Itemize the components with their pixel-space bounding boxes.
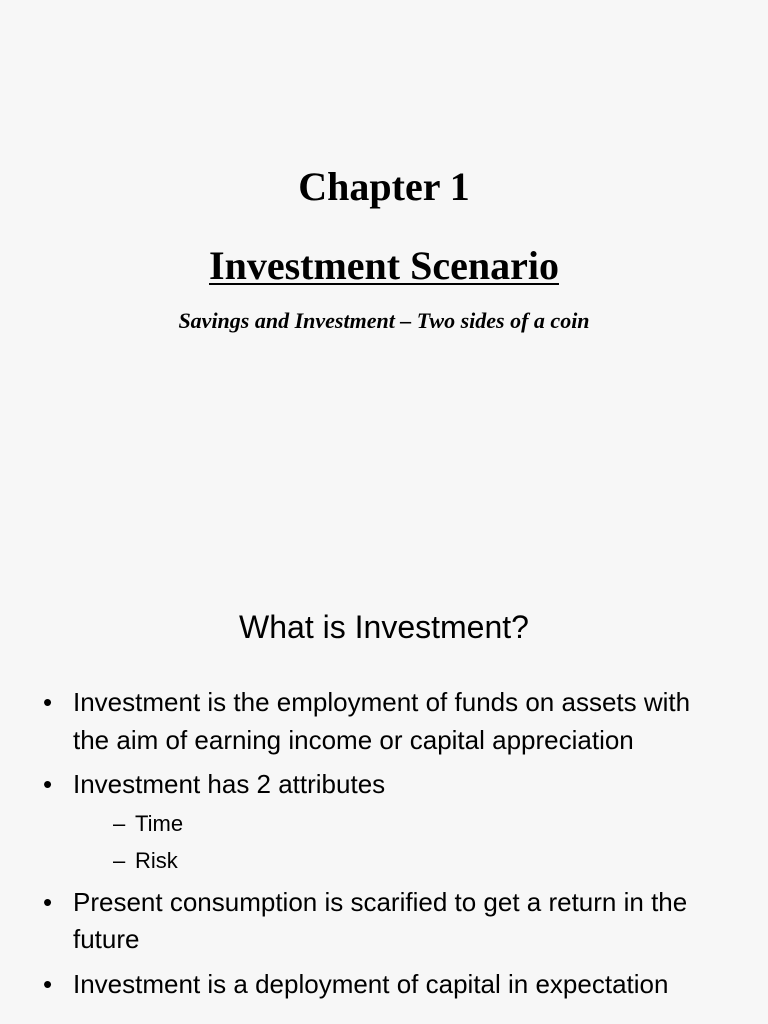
bullet-item: • Investment is the employment of funds on assets with the aim of earning income or capital appreciation (42, 684, 732, 759)
bullet-text: Investment has 2 attributes (73, 769, 386, 799)
slide-title: Investment Scenario (209, 243, 559, 288)
sub-bullet-item (73, 808, 732, 840)
sub-bullet-text: Risk (135, 847, 178, 873)
chapter-heading: Chapter 1 (298, 164, 470, 209)
sub-bullet-marker: – (113, 810, 126, 836)
bullet-item (42, 766, 732, 877)
content-slide (0, 576, 768, 1024)
slide-subtitle: Savings and Investment – Two sides of a coin (178, 308, 590, 333)
sub-bullet-item (73, 845, 732, 877)
content-slide-title: What is Investment? (239, 609, 529, 645)
bullet-item: • Investment is a deployment of capital in expectation (42, 966, 732, 1004)
sub-bullet-text: Time (135, 810, 184, 836)
bullet-item: • Present consumption is scarified to get a return in the future (42, 884, 732, 959)
bullet-list (42, 684, 732, 1010)
sub-bullet-marker: – (113, 847, 126, 873)
